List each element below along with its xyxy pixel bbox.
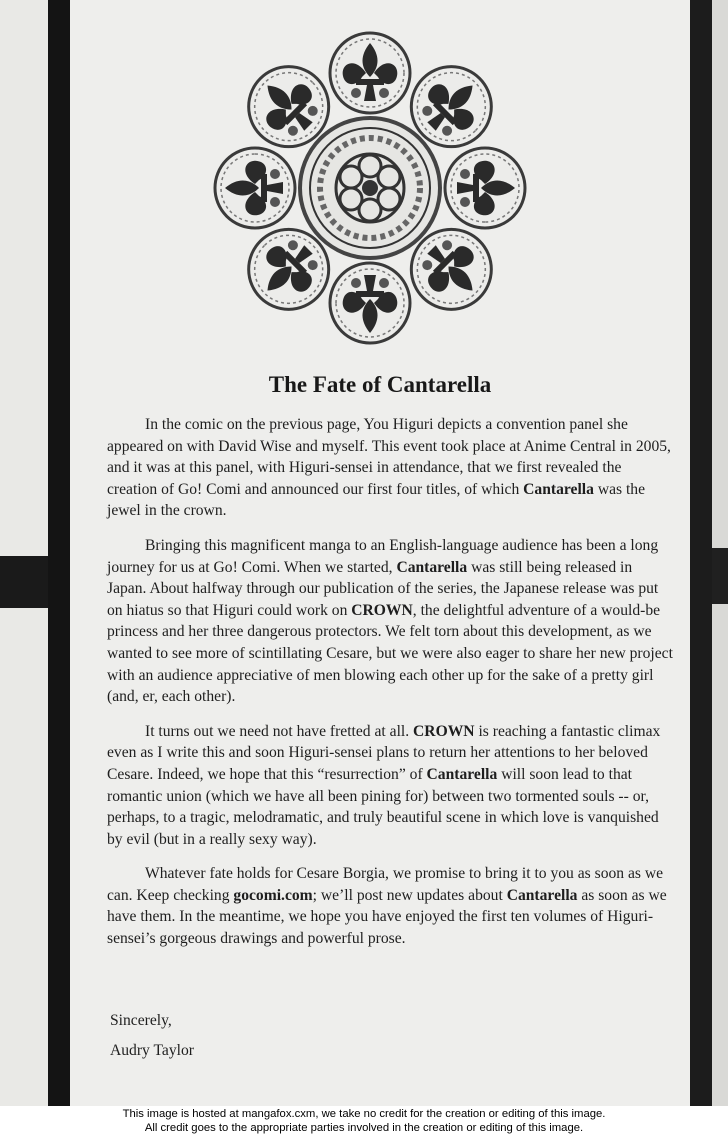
- letter-paragraph: [107, 863, 675, 949]
- signature: Audry Taylor: [110, 1042, 194, 1059]
- previous-page-edge: [0, 0, 48, 1106]
- paragraph-text: will soon lead to that romantic union (which we have all been pining for) between two tormented souls -- or, perhaps, to a tragic, melodramatic, and truly beautiful scene in which love is vanquished by evil (but in a really sexy way).: [107, 765, 659, 848]
- bold-title-text: Cantarella: [523, 480, 594, 498]
- book-spine-gutter: [48, 0, 70, 1106]
- paragraph-text: Bringing this magnificent manga to an English-language audience has been a long journey for us at Go! Comi. When we started,: [107, 536, 659, 576]
- ornament-center: [300, 118, 440, 258]
- paragraph-text: It turns out we need not have fretted at all.: [145, 722, 414, 740]
- letter-paragraph: [107, 721, 675, 851]
- bold-title-text: CROWN: [351, 601, 413, 619]
- letter-paragraph: [107, 414, 675, 522]
- paragraph-text: was the jewel in the crown.: [107, 480, 646, 520]
- bold-title-text: Cantarella: [396, 558, 468, 576]
- paragraph-text: , the delightful adventure of a would-be princess and her three dangerous protectors. We felt torn about this development, as we wanted to see more of scintillating Cesare, but we were also eager to share her new project with an audience appreciative of men blowing each other up for the sake of a pretty girl (and, er, each other).: [107, 601, 673, 706]
- paragraph-text: ; we’ll post new updates about: [312, 886, 507, 904]
- paragraph-text: was still being released in Japan. About halfway through our publication of the series, the Japanese release was put on hiatus so that Higuri could work on: [107, 558, 659, 619]
- letter-body: [107, 414, 675, 963]
- article-title: The Fate of Cantarella: [268, 372, 492, 397]
- page-outer-edge: [690, 0, 712, 1106]
- closing-salutation: Sincerely,: [110, 1012, 172, 1029]
- letter-paragraph: [107, 535, 675, 708]
- hosting-disclaimer: [0, 1107, 728, 1135]
- previous-page-band: [0, 556, 48, 608]
- bold-title-text: Cantarella: [426, 765, 498, 783]
- paragraph-text: is reaching a fantastic climax even as I write this and soon Higuri-sensei plans to return her attentions to her beloved Cesare. Indeed, we hope that this “resurrection” of: [107, 722, 661, 783]
- rose-window-ornament: [190, 8, 550, 368]
- paragraph-text: Whatever fate holds for Cesare Borgia, we promise to bring it to you as soon as we can. Keep checking: [107, 865, 664, 904]
- next-page-band: [712, 548, 728, 604]
- bold-title-text: Cantarella: [506, 886, 578, 904]
- paragraph-text: as soon as we have them. In the meantime, we hope you have enjoyed the first ten volumes of Higuri-sensei’s gorgeous drawings and powerful prose.: [107, 886, 667, 948]
- bold-title-text: CROWN: [413, 722, 475, 740]
- disclaimer-line-1: This image is hosted at mangafox.cxm, we take no credit for the creation or editing of this image.: [122, 1108, 606, 1120]
- next-page-edge: [712, 0, 728, 1106]
- bold-title-text: gocomi.com: [233, 886, 313, 904]
- paragraph-text: In the comic on the previous page, You Higuri depicts a convention panel she appeared on with David Wise and myself. This event took place at Anime Central in 2005, and it was at this panel, with Higuri-sensei in attendance, that we first revealed the creation of Go! Comi and announced our first four titles, of which: [107, 416, 671, 498]
- disclaimer-line-2: All credit goes to the appropriate parties involved in the creation or editing of this image.: [144, 1122, 584, 1134]
